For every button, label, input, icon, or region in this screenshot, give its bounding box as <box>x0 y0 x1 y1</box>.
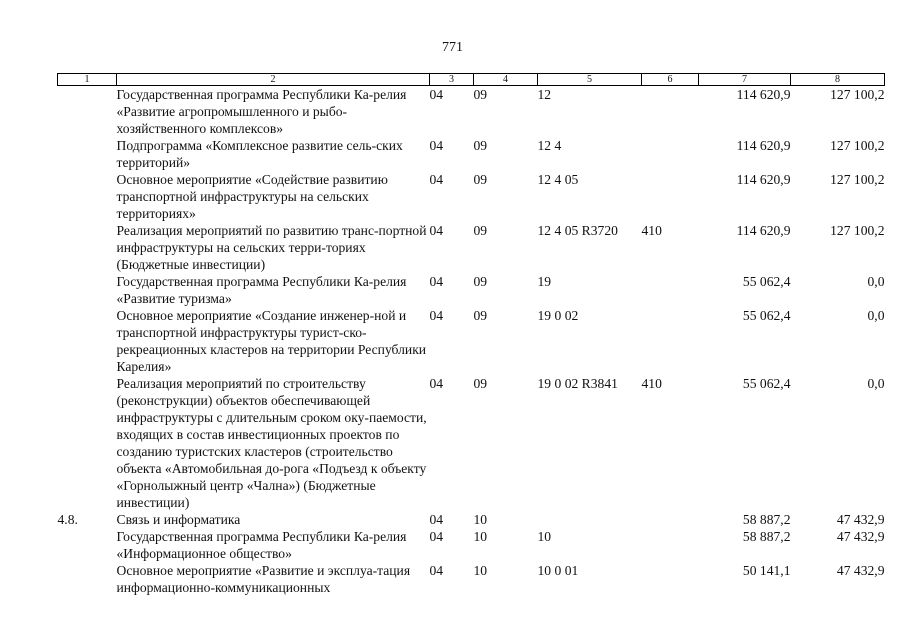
row-amount-year2: 127 100,2 <box>830 223 885 238</box>
column-header-5: 5 <box>538 74 642 86</box>
row-expense-type <box>642 171 699 222</box>
table-header <box>58 74 885 86</box>
row-target-article: 12 <box>537 87 552 102</box>
row-section: 04 <box>429 512 444 527</box>
row-name: Основное мероприятие «Создание инженер-ной и транспортной инфраструктуры турист-ско-рекреационных кластеров на территории Республики Карелия» <box>116 308 427 374</box>
row-amount-year1: 114 620,9 <box>736 172 791 187</box>
row-section: 04 <box>429 138 444 153</box>
row-subsection: 09 <box>473 376 488 391</box>
row-expense-type <box>642 511 699 528</box>
row-number <box>58 528 117 562</box>
row-name: Основное мероприятие «Развитие и эксплуа-тация информационно-коммуникационных <box>116 563 411 595</box>
row-expense-type <box>642 86 699 138</box>
row-expense-type <box>642 307 699 375</box>
row-target-article: 12 4 05 R3720 <box>537 223 618 238</box>
row-subsection: 10 <box>473 529 488 544</box>
row-target-article: 10 <box>537 529 552 544</box>
row-number: 4.8. <box>57 512 78 527</box>
row-name: Государственная программа Республики Ка-релия «Информационное общество» <box>116 529 407 561</box>
column-header-6: 6 <box>642 74 699 86</box>
row-expense-type: 410 <box>641 223 662 238</box>
row-name: Подпрограмма «Комплексное развитие сель-ских территорий» <box>116 138 403 170</box>
row-expense-type: 410 <box>641 376 662 391</box>
column-header-3: 3 <box>430 74 474 86</box>
row-amount-year2: 0,0 <box>867 274 885 289</box>
row-amount-year2: 47 432,9 <box>836 529 885 544</box>
row-section: 04 <box>429 274 444 289</box>
row-amount-year2: 127 100,2 <box>830 172 885 187</box>
table-row <box>58 171 885 222</box>
row-target-article: 10 0 01 <box>537 563 579 578</box>
row-amount-year1: 55 062,4 <box>742 376 791 391</box>
column-header-7: 7 <box>699 74 791 86</box>
row-amount-year1: 55 062,4 <box>742 308 791 323</box>
row-subsection: 09 <box>473 308 488 323</box>
row-name: Реализация мероприятий по строительству (реконструкции) объектов обеспечивающей инфраструктуры с длительным сроком оку-паемости, входящих в состав инвестиционных проектов по созданию туристских кластеров (строительство объекта «Автомобильная до-рога «Подъезд к объекту «Горнолыжный центр «Чална») (Бюджетные инвестиции) <box>116 376 427 510</box>
table-row <box>58 375 885 511</box>
row-subsection: 09 <box>473 223 488 238</box>
column-header-1: 1 <box>58 74 117 86</box>
row-subsection: 10 <box>473 512 488 527</box>
table-row <box>58 222 885 273</box>
row-section: 04 <box>429 87 444 102</box>
row-number <box>58 273 117 307</box>
row-number <box>58 222 117 273</box>
row-section: 04 <box>429 563 444 578</box>
row-number <box>58 171 117 222</box>
row-amount-year2: 0,0 <box>867 308 885 323</box>
row-target-article: 19 <box>537 274 552 289</box>
row-name: Основное мероприятие «Содействие развитию транспортной инфраструктуры на сельских территориях» <box>116 172 388 221</box>
row-section: 04 <box>429 223 444 238</box>
row-name: Связь и информатика <box>116 512 241 527</box>
table-row <box>58 273 885 307</box>
row-amount-year1: 114 620,9 <box>736 138 791 153</box>
row-target-article: 19 0 02 R3841 <box>537 376 618 391</box>
row-amount-year1: 114 620,9 <box>736 87 791 102</box>
row-subsection: 09 <box>473 87 488 102</box>
row-amount-year2: 0,0 <box>867 376 885 391</box>
page-number: 771 <box>442 40 463 55</box>
row-number <box>58 375 117 511</box>
row-subsection: 09 <box>473 172 488 187</box>
table-row <box>58 511 885 528</box>
row-amount-year1: 114 620,9 <box>736 223 791 238</box>
table-row <box>58 528 885 562</box>
row-name: Государственная программа Республики Ка-релия «Развитие туризма» <box>116 274 407 306</box>
table-row <box>58 562 885 596</box>
row-section: 04 <box>429 172 444 187</box>
row-amount-year2: 127 100,2 <box>830 87 885 102</box>
table-body <box>58 86 885 597</box>
row-target-article: 12 4 <box>537 138 562 153</box>
row-name: Государственная программа Республики Ка-релия «Развитие агропромышленного и рыбо-хозяйственного комплексов» <box>116 87 407 136</box>
row-section: 04 <box>429 308 444 323</box>
row-amount-year1: 58 887,2 <box>742 529 791 544</box>
row-expense-type <box>642 137 699 171</box>
row-expense-type <box>642 273 699 307</box>
row-amount-year2: 47 432,9 <box>836 512 885 527</box>
row-expense-type <box>642 528 699 562</box>
row-expense-type <box>642 562 699 596</box>
column-header-2: 2 <box>117 74 430 86</box>
budget-table <box>57 73 885 596</box>
row-name: Реализация мероприятий по развитию транс-портной инфраструктуры на сельских терри-ториях (Бюджетные инвестиции) <box>116 223 427 272</box>
row-number <box>58 307 117 375</box>
column-header-4: 4 <box>474 74 538 86</box>
row-number <box>58 137 117 171</box>
column-header-8: 8 <box>791 74 885 86</box>
row-subsection: 09 <box>473 274 488 289</box>
row-amount-year1: 58 887,2 <box>742 512 791 527</box>
table-row <box>58 86 885 138</box>
row-subsection: 09 <box>473 138 488 153</box>
row-amount-year2: 47 432,9 <box>836 563 885 578</box>
table-row <box>58 307 885 375</box>
row-number <box>58 562 117 596</box>
row-section: 04 <box>429 376 444 391</box>
row-subsection: 10 <box>473 563 488 578</box>
row-number <box>58 86 117 138</box>
header-row <box>58 74 885 86</box>
row-target-article <box>538 511 642 528</box>
row-amount-year1: 55 062,4 <box>742 274 791 289</box>
row-amount-year1: 50 141,1 <box>742 563 791 578</box>
row-amount-year2: 127 100,2 <box>830 138 885 153</box>
row-target-article: 19 0 02 <box>537 308 579 323</box>
row-target-article: 12 4 05 <box>537 172 579 187</box>
row-section: 04 <box>429 529 444 544</box>
table-row <box>58 137 885 171</box>
